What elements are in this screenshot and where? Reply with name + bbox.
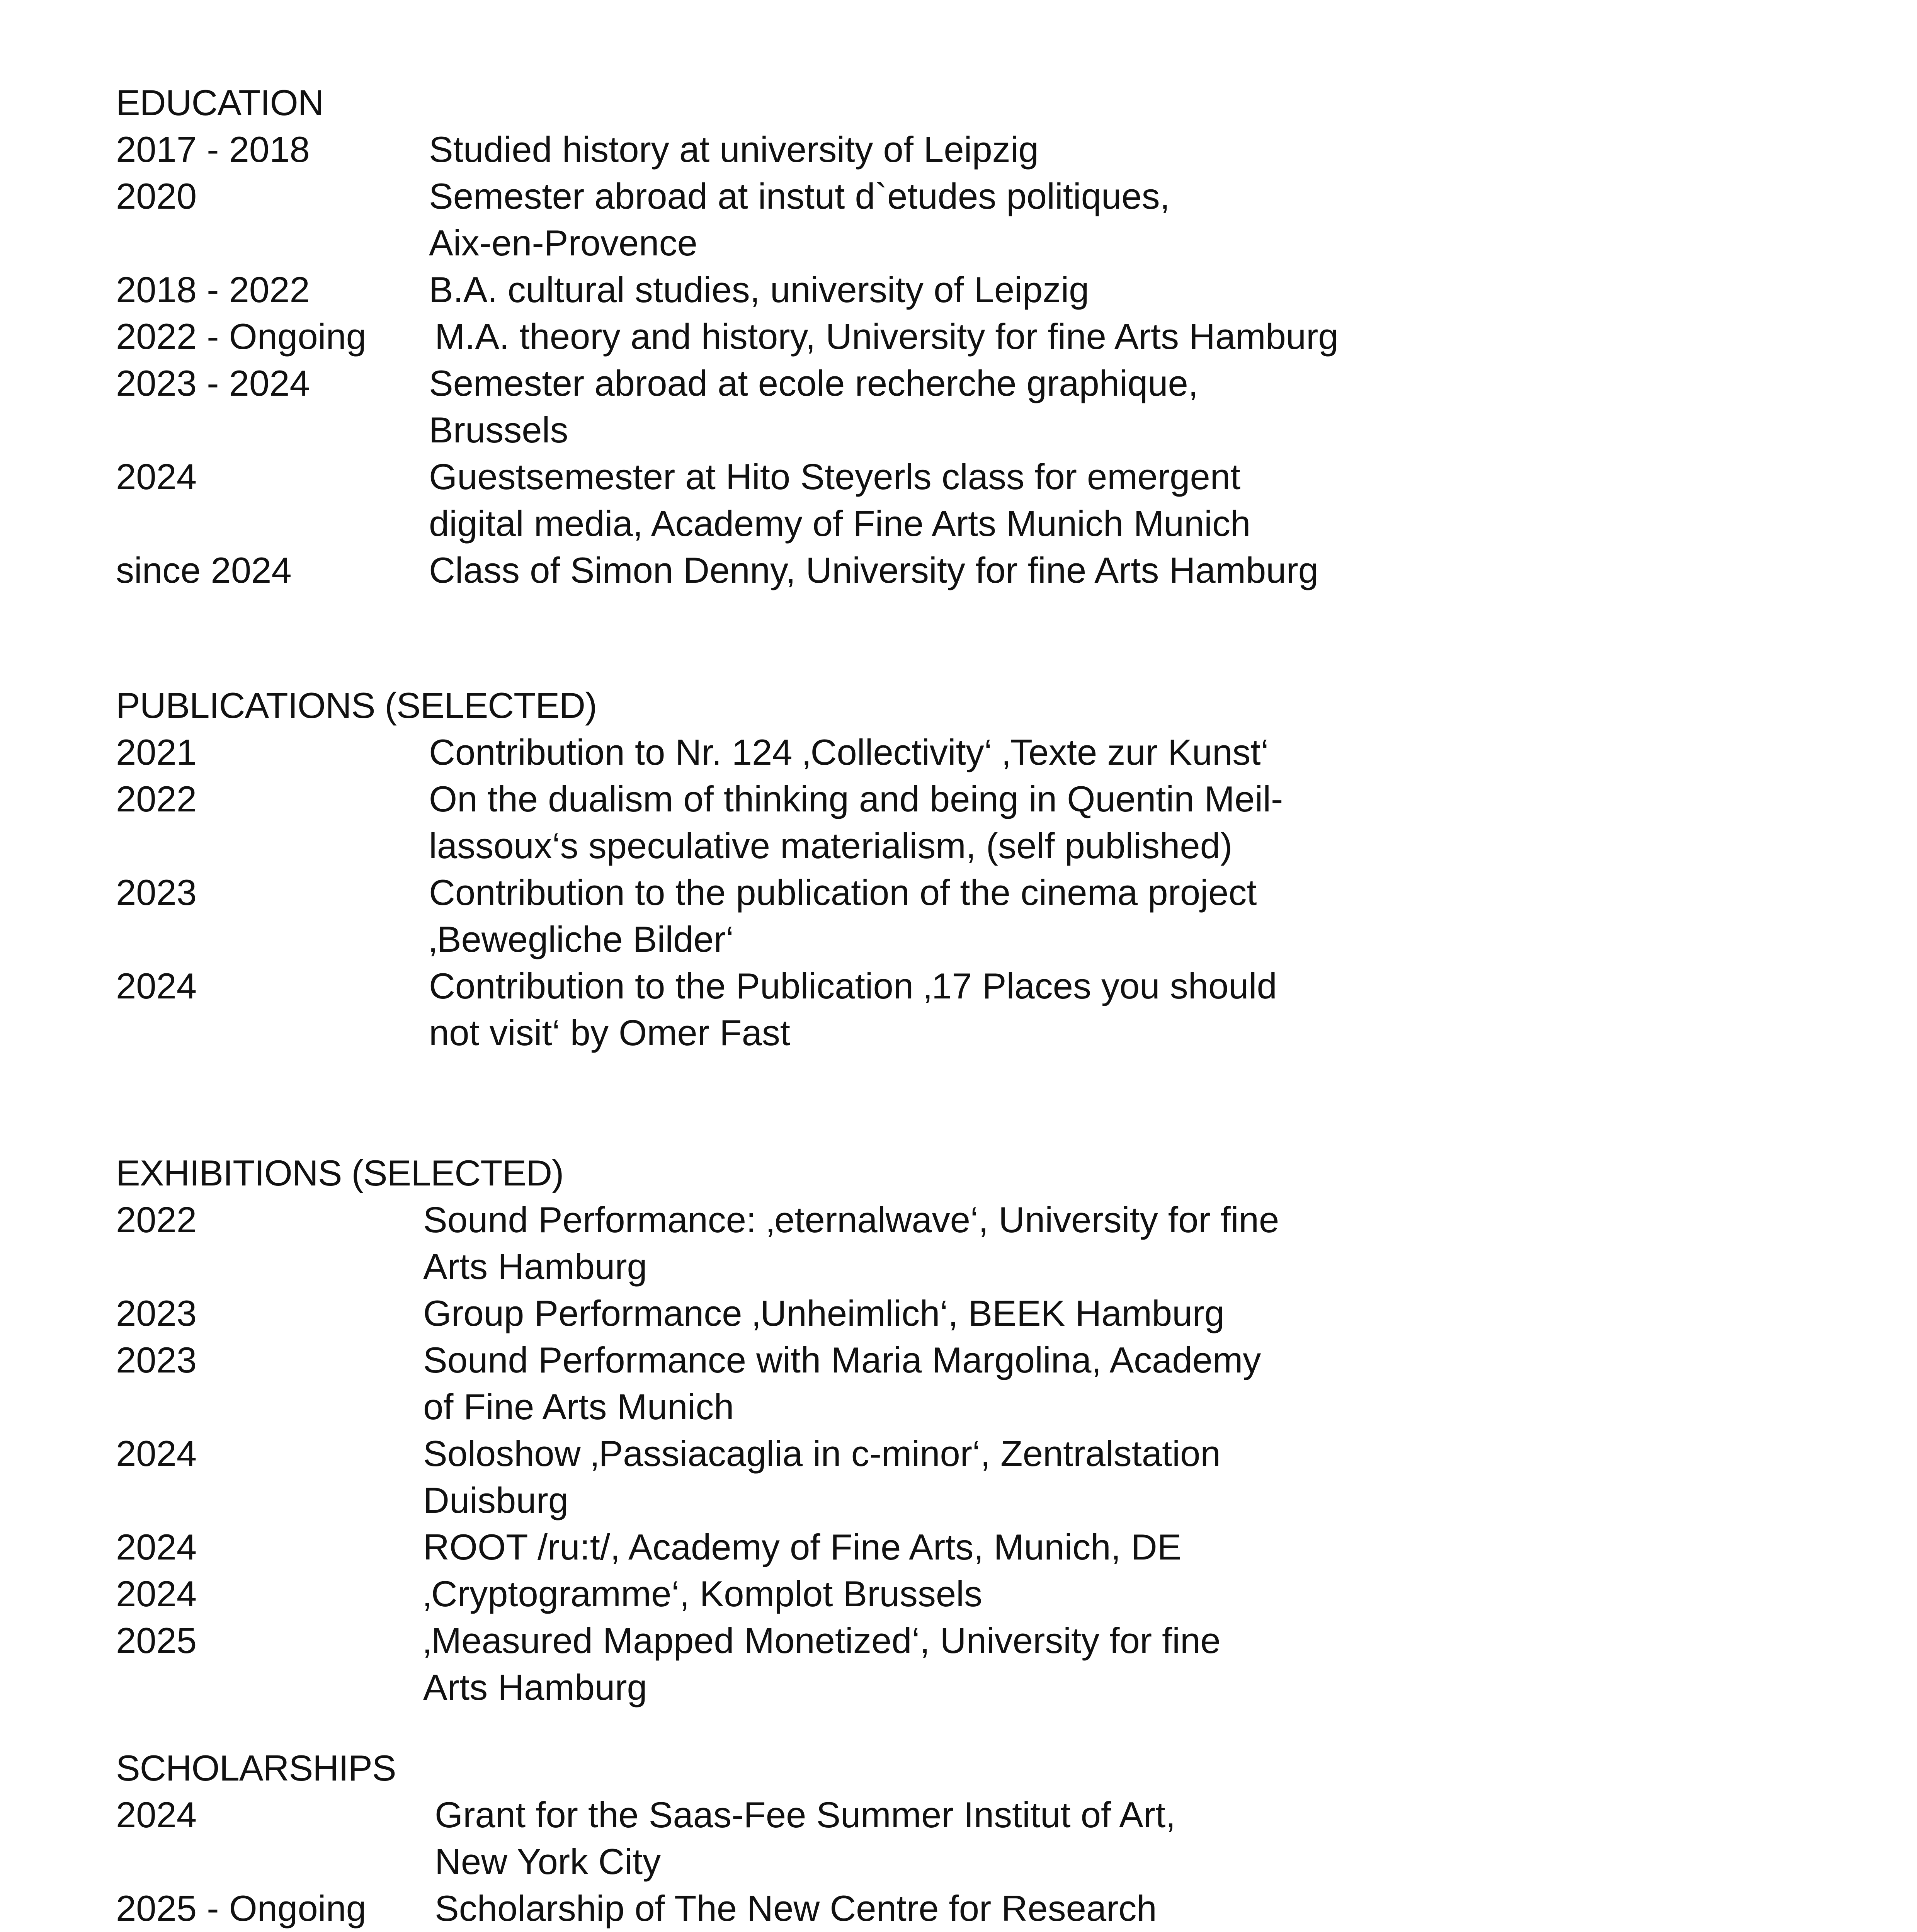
entry-year: 2023 <box>116 1340 197 1380</box>
section-heading: EXHIBITIONS (SELECTED) <box>116 1153 564 1193</box>
entry-text: Class of Simon Denny, University for fine Arts Hamburg <box>429 550 1319 590</box>
entry-text: Studied history at university of Leipzig <box>429 129 1039 170</box>
cv-entry <box>116 1570 1778 1617</box>
entry-text: Contribution to the publication of the cinema project ‚Bewegliche Bilder‘ <box>429 872 1257 959</box>
cv-entry <box>116 313 1778 360</box>
cv-entry <box>116 126 1778 173</box>
entry-year: 2025 - Ongoing <box>116 1888 367 1929</box>
entry-year: since 2024 <box>116 550 292 590</box>
entry-text: Soloshow ‚Passiacaglia in c-minor‘, Zentralstation Duisburg <box>423 1433 1221 1520</box>
entry-text: ‚Cryptogramme‘, Komplot Brussels <box>423 1573 982 1614</box>
entry-year: 2024 <box>116 1573 197 1614</box>
entry-year: 2020 <box>116 176 197 216</box>
entry-year: 2024 <box>116 456 197 497</box>
entry-year: 2018 - 2022 <box>116 269 310 310</box>
cv-entry <box>116 963 1778 1056</box>
entry-text: Grant for the Saas-Fee Summer Institut of Art, New York City <box>435 1794 1176 1882</box>
entry-text: M.A. theory and history, University for fine Arts Hamburg <box>435 316 1339 357</box>
cv-entry <box>116 1196 1778 1290</box>
scholarships-section <box>116 1745 1778 1932</box>
cv-entry <box>116 869 1778 963</box>
entry-text: Group Performance ‚Unheimlich‘, BEEK Hamburg <box>423 1293 1225 1333</box>
entry-year: 2023 - 2024 <box>116 363 310 403</box>
cv-entry <box>116 547 1778 594</box>
entry-text: Guestsemester at Hito Steyerls class for emergent digital media, Academy of Fine Arts Munich Munich <box>429 456 1251 544</box>
cv-entry <box>116 1337 1778 1430</box>
entry-year: 2023 <box>116 1293 197 1333</box>
entry-text: B.A. cultural studies, university of Leipzig <box>429 269 1089 310</box>
entry-text: Contribution to the Publication ‚17 Places you should not visit‘ by Omer Fast <box>429 966 1277 1053</box>
cv-entry <box>116 776 1778 869</box>
entry-year: 2022 <box>116 779 197 819</box>
entry-year: 2024 <box>116 966 197 1006</box>
publications-section <box>116 682 1778 1056</box>
cv-entry <box>116 1885 1778 1932</box>
entry-text: Scholarship of The New Centre for Research <box>435 1888 1157 1929</box>
entry-text: Sound Performance: ‚eternalwave‘, University for fine Arts Hamburg <box>423 1199 1279 1287</box>
entry-text: Sound Performance with Maria Margolina, Academy of Fine Arts Munich <box>423 1340 1261 1427</box>
cv-entry <box>116 1524 1778 1570</box>
entry-text: ROOT /ru:t/, Academy of Fine Arts, Munich, DE <box>423 1527 1182 1567</box>
cv-entry <box>116 1791 1778 1885</box>
section-heading: PUBLICATIONS (SELECTED) <box>116 685 597 726</box>
section-heading: EDUCATION <box>116 82 324 123</box>
entry-text: ‚Measured Mapped Monetized‘, University for fine Arts Hamburg <box>423 1620 1221 1708</box>
entry-year: 2022 <box>116 1199 197 1240</box>
entry-year: 2017 - 2018 <box>116 129 310 170</box>
entry-text: Semester abroad at ecole recherche graphique, Brussels <box>429 363 1198 450</box>
entry-text: Contribution to Nr. 124 ‚Collectivity‘ ‚Texte zur Kunst‘ <box>429 732 1269 772</box>
section-heading: SCHOLARSHIPS <box>116 1748 396 1788</box>
cv-entry <box>116 1290 1778 1337</box>
entry-year: 2021 <box>116 732 197 772</box>
entry-text: Semester abroad at instut d`etudes politiques, Aix-en-Provence <box>429 176 1170 263</box>
cv-entry <box>116 1617 1778 1711</box>
entry-year: 2023 <box>116 872 197 913</box>
entry-year: 2024 <box>116 1527 197 1567</box>
entry-text: On the dualism of thinking and being in Quentin Meil- lassoux‘s speculative materialism, (self published) <box>429 779 1283 866</box>
education-section <box>116 79 1778 594</box>
entry-year: 2024 <box>116 1433 197 1474</box>
exhibitions-section <box>116 1150 1778 1711</box>
cv-entry <box>116 729 1778 776</box>
entry-year: 2024 <box>116 1794 197 1835</box>
cv-entry <box>116 266 1778 313</box>
cv-entry <box>116 1430 1778 1524</box>
cv-entry <box>116 360 1778 453</box>
entry-year: 2025 <box>116 1620 197 1661</box>
entry-year: 2022 - Ongoing <box>116 316 367 357</box>
cv-entry <box>116 453 1778 547</box>
cv-entry <box>116 173 1778 266</box>
